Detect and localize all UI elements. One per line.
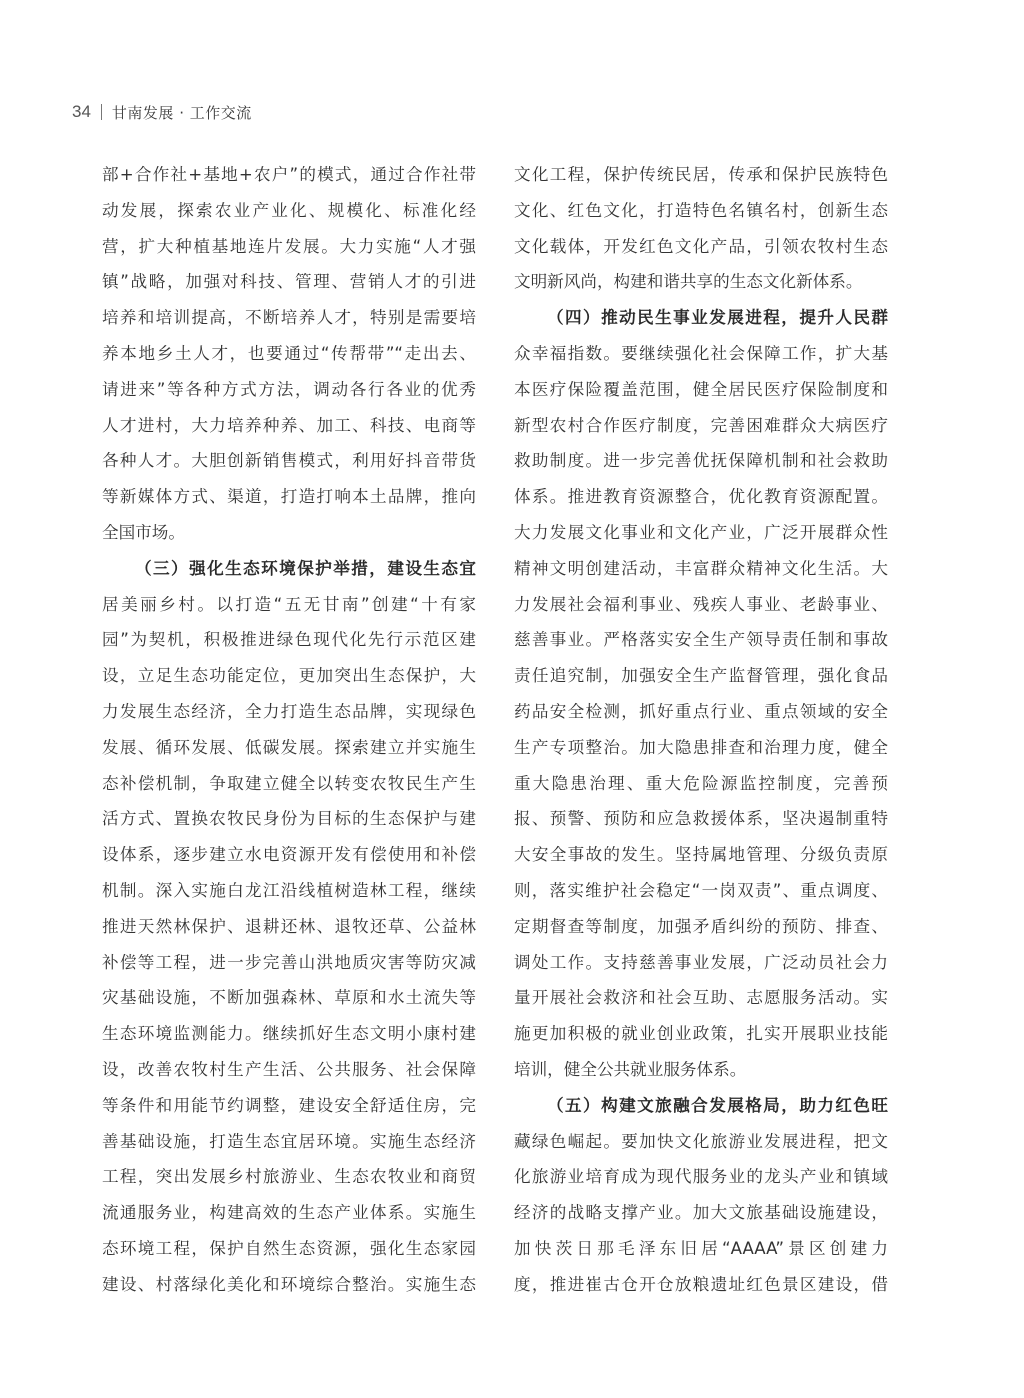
text-line: 等条件和用能节约调整，建设安全舒适住房，完 — [102, 1095, 476, 1115]
text-line: 化旅游业培育成为现代服务业的龙头产业和镇域 — [514, 1167, 888, 1187]
text-line: 设体系，逐步建立水电资源开发有偿使用和补偿 — [102, 845, 476, 865]
text-line: 请进来”等各种方式方法，调动各行各业的优秀 — [102, 379, 476, 399]
section-heading-line: （五）构建文旅融合发展格局，助力红色旺 — [547, 1095, 888, 1115]
text-line: 人才进村，大力培养种养、加工、科技、电商等 — [102, 415, 476, 435]
text-line: 养本地乡土人才，也要通过“传帮带”“走出去、 — [102, 343, 476, 363]
text-line: 责任追究制，加强安全生产监督管理，强化食品 — [514, 666, 888, 686]
running-header — [72, 101, 252, 123]
text-line: 流通服务业，构建高效的生态产业体系。实施生 — [102, 1203, 476, 1223]
text-line: 工程，突出发展乡村旅游业、生态农牧业和商贸 — [102, 1167, 476, 1187]
text-line: 力发展生态经济，全力打造生态品牌，实现绿色 — [102, 701, 476, 721]
text-line: 精神文明创建活动，丰富群众精神文化生活。大 — [514, 558, 888, 578]
text-line: 设，改善农牧村生产生活、公共服务、社会保障 — [102, 1059, 476, 1079]
page-number: 34 — [72, 102, 91, 121]
text-line: 部+合作社+基地+农户”的模式，通过合作社带 — [102, 165, 476, 184]
text-line: 动发展，探索农业产业化、规模化、标准化经 — [102, 200, 476, 220]
text-line: 体系。推进教育资源整合，优化教育资源配置。 — [514, 487, 888, 507]
text-line: 设，立足生态功能定位，更加突出生态保护，大 — [102, 666, 476, 686]
text-line: 度，推进崔古仓开仓放粮遗址红色景区建设，借 — [514, 1274, 888, 1294]
text-line: 报、预警、预防和应急救援体系，坚决遏制重特 — [514, 809, 888, 829]
text-line: 加快茨日那毛泽东旧居“AAAA”景区创建力 — [514, 1238, 888, 1258]
text-line: 重大隐患治理、重大危险源监控制度，完善预 — [514, 773, 888, 793]
text-line: 文明新风尚，构建和谐共享的生态文化新体系。 — [514, 272, 863, 292]
text-line: 镇”战略，加强对科技、管理、营销人才的引进 — [102, 272, 476, 292]
text-line: 生态环境监测能力。继续抓好生态文明小康村建 — [102, 1024, 476, 1044]
text-line: 藏绿色崛起。要加快文化旅游业发展进程，把文 — [514, 1131, 888, 1151]
text-line: 本医疗保险覆盖范围，健全居民医疗保险制度和 — [514, 379, 888, 399]
text-line: 推进天然林保护、退耕还林、退牧还草、公益林 — [102, 916, 476, 936]
text-line: 建设、村落绿化美化和环境综合整治。实施生态 — [102, 1274, 476, 1294]
text-line: 活方式、置换农牧民身份为目标的生态保护与建 — [102, 809, 476, 829]
text-line: 补偿等工程，进一步完善山洪地质灾害等防灾减 — [102, 952, 476, 972]
text-line: 文化载体，开发红色文化产品，引领农牧村生态 — [514, 236, 888, 256]
text-line: 各种人才。大胆创新销售模式，利用好抖音带货 — [102, 451, 476, 471]
text-line: 新型农村合作医疗制度，完善困难群众大病医疗 — [514, 415, 888, 435]
text-line: 机制。深入实施白龙江沿线植树造林工程，继续 — [102, 880, 476, 900]
text-line: 生产专项整治。加大隐患排查和治理力度，健全 — [514, 737, 888, 757]
right-text-column — [514, 157, 888, 1303]
running-title: 甘南发展 · 工作交流 — [111, 103, 252, 122]
text-line: 居美丽乡村。以打造“五无甘南”创建“十有家 — [102, 594, 476, 614]
text-line: 态补偿机制，争取建立健全以转变农牧民生产生 — [102, 773, 476, 793]
text-line: 定期督查等制度，加强矛盾纠纷的预防、排查、 — [514, 916, 888, 936]
text-line: 大安全事故的发生。坚持属地管理、分级负责原 — [514, 845, 888, 865]
text-line: 培养和培训提高，不断培养人才，特别是需要培 — [102, 308, 476, 328]
header-divider — [101, 104, 102, 120]
text-line: 施更加积极的就业创业政策，扎实开展职业技能 — [514, 1024, 888, 1044]
text-line: 调处工作。支持慈善事业发展，广泛动员社会力 — [514, 952, 888, 972]
text-line: 培训，健全公共就业服务体系。 — [514, 1059, 747, 1079]
text-line: 文化工程，保护传统民居，传承和保护民族特色 — [514, 165, 888, 184]
text-line: 药品安全检测，抓好重点行业、重点领域的安全 — [514, 701, 888, 721]
section-heading-line: （四）推动民生事业发展进程，提升人民群 — [547, 308, 888, 328]
text-line: 众幸福指数。要继续强化社会保障工作，扩大基 — [514, 343, 888, 363]
text-line: 则，落实维护社会稳定“一岗双责”、重点调度、 — [514, 880, 888, 900]
text-line: 量开展社会救济和社会互助、志愿服务活动。实 — [514, 988, 888, 1008]
text-line: 园”为契机，积极推进绿色现代化先行示范区建 — [102, 630, 476, 650]
text-line: 救助制度。进一步完善优抚保障机制和社会救助 — [514, 451, 888, 471]
text-line: 发展、循环发展、低碳发展。探索建立并实施生 — [102, 737, 476, 757]
section-heading-line: （三）强化生态环境保护举措，建设生态宜 — [135, 558, 476, 578]
text-line: 等新媒体方式、渠道，打造打响本土品牌，推向 — [102, 487, 476, 507]
text-line: 善基础设施，打造生态宜居环境。实施生态经济 — [102, 1131, 476, 1151]
text-line: 态环境工程，保护自然生态资源，强化生态家园 — [102, 1238, 476, 1258]
text-line: 文化、红色文化，打造特色名镇名村，创新生态 — [514, 200, 888, 220]
text-line: 全国市场。 — [102, 522, 185, 542]
text-line: 营，扩大种植基地连片发展。大力实施“人才强 — [102, 236, 476, 256]
text-line: 慈善事业。严格落实安全生产领导责任制和事故 — [514, 630, 888, 650]
left-text-column — [102, 157, 476, 1303]
text-line: 经济的战略支撑产业。加大文旅基础设施建设， — [514, 1203, 888, 1223]
text-line: 灾基础设施，不断加强森林、草原和水土流失等 — [102, 988, 476, 1008]
text-line: 力发展社会福利事业、残疾人事业、老龄事业、 — [514, 594, 888, 614]
text-line: 大力发展文化事业和文化产业，广泛开展群众性 — [514, 522, 888, 542]
